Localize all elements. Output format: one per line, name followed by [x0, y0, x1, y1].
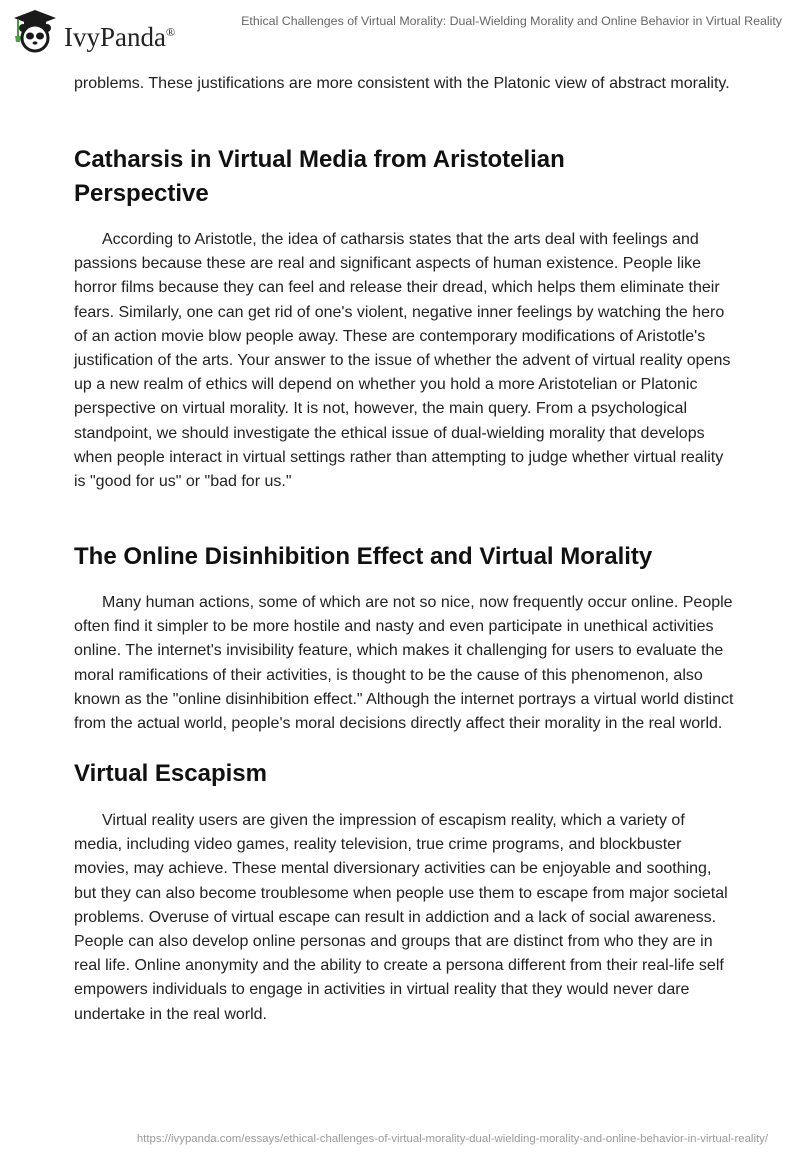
panda-graduate-icon: [12, 8, 58, 54]
section-paragraph: Many human actions, some of which are not so nice, now frequently occur online. People often find it simpler to be more hostile and nasty and even participate in unethical activities online. The internet's invisibility feature, which makes it challenging for users to evaluate the moral ramifications of their activities, is thought to be the cause of this phenomenon, also known as the "online disinhibition effect." Although the internet portrays a virtual world distinct from the actual world, people's moral decisions directly affect their morality in the real world.: [74, 594, 734, 733]
section-disinhibition: [74, 540, 734, 574]
brand-name: IvyPanda®: [64, 21, 176, 52]
source-url[interactable]: https://ivypanda.com/essays/ethical-challenges-of-virtual-morality-dual-wielding-morality-and-online-behavior-in-virtual-reality/: [136, 1133, 768, 1145]
section-heading: The Online Disinhibition Effect and Virtual Morality: [74, 543, 653, 570]
section-escapism: [74, 757, 734, 791]
document-title: Ethical Challenges of Virtual Morality: Dual-Wielding Morality and Online Behavior in Virtual Reality: [241, 14, 782, 28]
section-catharsis: [74, 143, 674, 211]
intro-paragraph: problems. These justifications are more consistent with the Platonic view of abstract morality.: [74, 75, 730, 92]
intro-block: [74, 72, 734, 96]
section-paragraph: According to Aristotle, the idea of catharsis states that the arts deal with feelings and passions because these are real and significant aspects of human existence. People like horror films because they can feel and release their dread, which helps them eliminate their fears. Similarly, one can get rid of one's violent, negative inner feelings by watching the hero of an action movie blow people away. These are contemporary modifications of Aristotle's justification of the arts. Your answer to the issue of whether the advent of virtual reality opens up a new realm of ethics will depend on whether you hold a more Aristotelian or Platonic perspective on virtual morality. It is not, however, the main query. From a psychological standpoint, we should investigate the ethical issue of dual-wielding morality that develops when people interact in virtual settings rather than attempting to judge whether virtual reality is "good for us" or "bad for us.": [74, 231, 731, 491]
section-catharsis-body: [74, 228, 734, 494]
section-paragraph: Virtual reality users are given the impression of escapism reality, which a variety of media, including video games, reality television, true crime programs, and blockbuster movies, may achieve. These mental diversionary activities can be enjoyable and soothing, but they can also become troublesome when people use them to escape from major societal problems. Overuse of virtual escape can result in addiction and a lack of social awareness. People can also develop online personas and groups that are distinct from who they are in real life. Online anonymity and the ability to create a persona different from their real-life self empowers individuals to engage in activities in virtual reality that they would never dare undertake in the real world.: [74, 812, 728, 1023]
section-disinhibition-body: [74, 591, 734, 736]
section-heading: Catharsis in Virtual Media from Aristotelian Perspective: [74, 146, 565, 207]
section-escapism-body: [74, 809, 734, 1027]
section-heading: Virtual Escapism: [74, 760, 267, 787]
